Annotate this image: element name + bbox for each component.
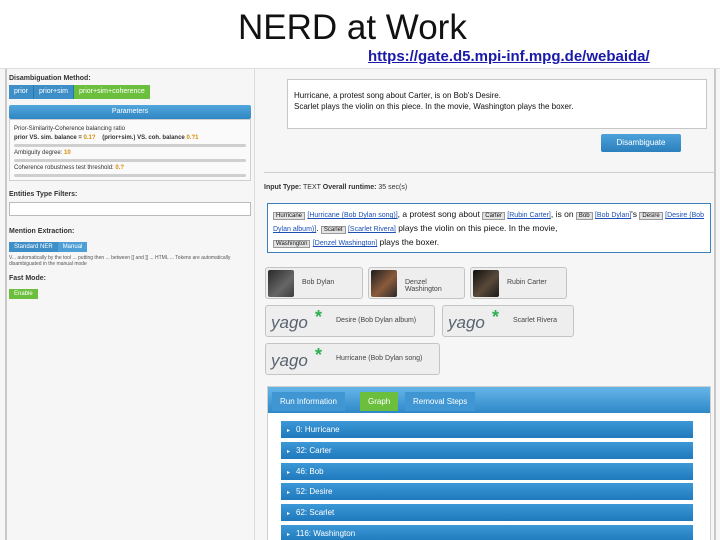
enable-fast-mode-button[interactable]: Enable	[9, 289, 38, 299]
yago-logo-icon	[269, 348, 329, 373]
entity-link[interactable]: [Desire (Bob Dylan album)]	[273, 212, 705, 233]
method-prior-sim-button[interactable]: prior+sim	[34, 85, 74, 99]
entity-card-name: Desire (Bob Dylan album)	[336, 317, 417, 324]
ambiguity-label: Ambiguity degree:	[14, 150, 63, 156]
result-text: plays the boxer.	[377, 237, 440, 247]
parameters-panel	[9, 119, 251, 181]
result-text: , a protest song about	[397, 209, 483, 219]
entity-photo	[371, 270, 397, 297]
yago-logo-text: yago	[271, 351, 308, 370]
coherence-value: 0.?	[115, 165, 125, 171]
tab-run-information[interactable]: Run Information	[272, 392, 345, 411]
yago-logo-text: yago	[271, 313, 308, 332]
input-line-2: Scarlet plays the violin on this piece. In the movie, Washington plays the boxer.	[294, 102, 574, 111]
result-text: , is on	[550, 209, 576, 219]
entity-card-name: Hurricane (Bob Dylan song)	[336, 355, 423, 362]
app-screenshot	[0, 68, 720, 540]
panel-divider	[254, 69, 255, 540]
coherence-row	[14, 165, 246, 171]
runtime-label: Overall runtime:	[322, 184, 377, 191]
standard-ner-button[interactable]: Standard NER	[9, 242, 58, 252]
mention-tag: Washington	[273, 240, 310, 248]
expand-arrow-icon: ▸	[287, 470, 291, 476]
balance1-label: prior VS. sim. balance =	[14, 135, 82, 141]
ambiguity-row	[14, 150, 246, 156]
coherence-label: Coherence robustness test threshold:	[14, 165, 114, 171]
fast-mode-label: Fast Mode:	[9, 275, 46, 282]
entity-card[interactable]	[265, 343, 440, 375]
mention-tag: Bob	[576, 212, 593, 220]
svg-text:*: *	[315, 348, 323, 365]
entity-card-name: Denzel Washington	[405, 279, 442, 293]
entity-card-name: Bob Dylan	[302, 279, 335, 286]
svg-text:*: *	[315, 310, 323, 327]
mention-buttons	[9, 235, 251, 253]
input-type-label: Input Type:	[264, 184, 302, 191]
method-prior-button[interactable]: prior	[9, 85, 34, 99]
expand-arrow-icon: ▸	[287, 532, 291, 538]
graph-row-label: 62: Scarlet	[296, 508, 335, 517]
result-text: plays the violin on this piece. In the movie,	[395, 223, 558, 233]
result-text: 's	[631, 209, 638, 219]
method-selector	[9, 85, 251, 99]
entity-photo	[268, 270, 294, 297]
mention-tag: Hurricane	[273, 212, 305, 220]
result-text: .	[316, 223, 321, 233]
manual-button[interactable]: Manual	[58, 242, 88, 252]
balance-row	[14, 135, 246, 141]
entity-link[interactable]: [Bob Dylan]	[594, 212, 632, 219]
entity-card[interactable]	[265, 305, 435, 337]
graph-row-label: 52: Desire	[296, 487, 333, 496]
graph-row[interactable]	[281, 421, 693, 438]
graph-row-label: 32: Carter	[296, 446, 332, 455]
entity-link[interactable]: [Denzel Washington]	[312, 240, 378, 247]
tab-graph[interactable]: Graph	[360, 392, 398, 411]
balance-slider[interactable]	[14, 144, 246, 147]
graph-row-label: 116: Washington	[296, 529, 356, 538]
graph-row[interactable]	[281, 483, 693, 500]
parameters-header[interactable]: Parameters	[9, 105, 251, 119]
yago-logo-text: yago	[448, 313, 485, 332]
coherence-slider[interactable]	[14, 174, 246, 177]
expand-arrow-icon: ▸	[287, 490, 291, 496]
entity-card-name: Scarlet Rivera	[513, 317, 557, 324]
entity-filters-input[interactable]	[9, 202, 251, 216]
separator	[264, 172, 714, 173]
entity-link[interactable]: [Hurricane (Bob Dylan song)]	[307, 212, 398, 219]
input-text-area[interactable]	[287, 79, 707, 129]
tab-bar	[268, 387, 710, 413]
graph-row[interactable]	[281, 504, 693, 521]
disambiguate-button[interactable]: Disambiguate	[601, 134, 681, 152]
method-prior-sim-coherence-button[interactable]: prior+sim+coherence	[74, 85, 150, 99]
details-panel	[267, 386, 711, 540]
expand-arrow-icon: ▸	[287, 511, 291, 517]
slide-title: NERD at Work	[238, 8, 467, 47]
entity-photo	[473, 270, 499, 297]
graph-row-label: 46: Bob	[296, 467, 324, 476]
entity-card[interactable]	[265, 267, 363, 299]
slide-url-link[interactable]: https://gate.d5.mpi-inf.mpg.de/webaida/	[368, 48, 650, 65]
graph-row[interactable]	[281, 525, 693, 540]
entity-link[interactable]: [Rubin Carter]	[507, 212, 551, 219]
expand-arrow-icon: ▸	[287, 449, 291, 455]
settings-panel	[9, 69, 251, 300]
tab-removal-steps[interactable]: Removal Steps	[405, 392, 475, 411]
entity-card-name: Rubin Carter	[507, 279, 547, 286]
graph-row[interactable]	[281, 442, 693, 459]
graph-row[interactable]	[281, 463, 693, 480]
entity-card[interactable]	[442, 305, 574, 337]
balance2-label: (prior+sim.) VS. coh. balance	[102, 135, 185, 141]
mention-tag: Carter	[482, 212, 505, 220]
left-border	[5, 69, 7, 540]
input-line-1: Hurricane, a protest song about Carter, is on Bob's Desire.	[294, 91, 501, 100]
right-border	[714, 69, 716, 540]
yago-logo-icon	[446, 310, 506, 335]
entity-link[interactable]: [Scarlet Rivera]	[347, 226, 396, 233]
graph-row-label: 0: Hurricane	[296, 425, 340, 434]
entity-card[interactable]	[368, 267, 465, 299]
ambiguity-slider[interactable]	[14, 159, 246, 162]
disambiguation-method-label: Disambiguation Method:	[9, 75, 91, 82]
annotated-result	[267, 203, 711, 253]
mention-note: V... automatically by the tool ... putting then ... between [[ and ]] ... HTML ... Tokens are automatically disambiguated in the manual mode	[9, 255, 231, 267]
runtime-value: 35 sec(s)	[378, 184, 408, 191]
yago-logo-icon	[269, 310, 329, 335]
svg-text:*: *	[492, 310, 500, 327]
mention-tag: Scarlet	[321, 226, 346, 234]
input-type-value: TEXT	[303, 184, 321, 191]
entity-filters-label: Entities Type Filters:	[9, 191, 78, 198]
run-summary	[264, 184, 407, 191]
expand-arrow-icon: ▸	[287, 428, 291, 434]
mention-tag: Desire	[639, 212, 662, 220]
mention-extraction-label: Mention Extraction:	[9, 228, 75, 235]
ambiguity-value: 10	[64, 150, 71, 156]
ratio-label: Prior-Similarity-Coherence balancing ratio	[14, 126, 126, 132]
entity-card[interactable]	[470, 267, 567, 299]
balance1-value: 0.1?	[83, 135, 96, 141]
balance2-value: 0.?1	[186, 135, 199, 141]
